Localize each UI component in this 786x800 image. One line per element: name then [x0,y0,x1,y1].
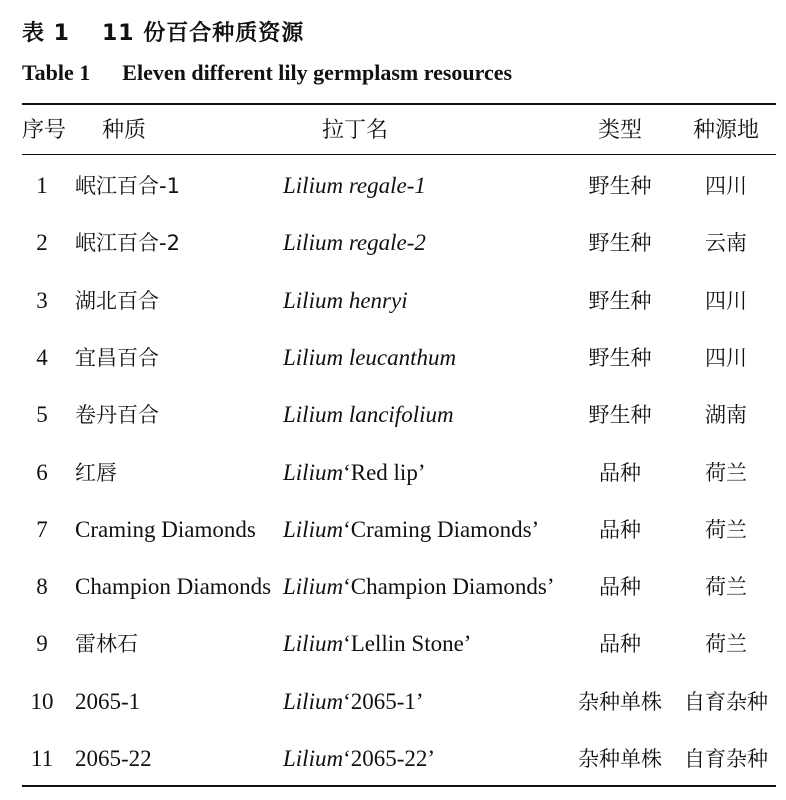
resource-type: 品种 [599,461,641,485]
resource-type: 品种 [599,575,641,599]
resource-type: 品种 [599,632,641,656]
genus-name: Lilium [283,689,344,714]
genus-name: Lilium henryi [283,288,408,313]
germplasm-name: 岷江百合-1 [75,174,180,198]
origin-place: 云南 [705,231,747,255]
germplasm-name: 2065-1 [75,689,141,714]
caption-cn-title: 11 份百合种质资源 [101,21,305,46]
origin-place: 荷兰 [705,575,747,599]
origin-place: 自育杂种 [684,747,768,771]
genus-name: Lilium leucanthum [283,345,457,370]
germplasm-name: 宜昌百合 [75,346,159,370]
header-type: 类型 [597,118,642,143]
origin-place: 自育杂种 [684,690,768,714]
origin-place: 湖南 [705,403,747,427]
row-number: 4 [36,345,48,370]
germplasm-name: 湖北百合 [75,289,159,313]
caption-en-title: Eleven different lily germplasm resources [122,60,513,85]
header-no: 序号 [22,118,67,143]
cultivar-name: ‘Champion Diamonds’ [343,574,555,599]
germplasm-name: 2065-22 [75,746,152,771]
origin-place: 四川 [705,346,747,370]
caption-cn-label: 表 1 [22,21,70,46]
germplasm-name: 雷林石 [75,632,138,656]
genus-name: Lilium [283,746,344,771]
resource-type: 杂种单株 [578,747,662,771]
genus-name: Lilium regale-2 [283,230,426,255]
cultivar-name: ‘2065-22’ [343,746,436,771]
latin-name [283,228,426,258]
table-header-rule [22,154,776,155]
origin-place: 荷兰 [705,461,747,485]
row-number: 1 [36,173,48,198]
latin-name [283,687,424,717]
table-caption-en [22,60,512,86]
cultivar-name: ‘Red lip’ [343,460,426,485]
resource-type: 野生种 [588,403,652,427]
header-origin: 种源地 [692,118,759,143]
germplasm-name: 卷丹百合 [75,403,159,427]
row-number: 7 [36,517,48,542]
row-number: 6 [36,460,48,485]
resource-type: 野生种 [588,174,652,198]
latin-name [283,343,456,373]
cultivar-name: ‘Lellin Stone’ [343,631,472,656]
header-latin: 拉丁名 [322,118,389,143]
table-top-rule [22,103,776,105]
cultivar-name: ‘Craming Diamonds’ [343,517,540,542]
origin-place: 四川 [705,174,747,198]
caption-en-label: Table 1 [22,60,91,85]
genus-name: Lilium [283,631,344,656]
resource-type: 野生种 [588,346,652,370]
table-caption-cn [22,16,304,47]
origin-place: 荷兰 [705,632,747,656]
resource-type: 杂种单株 [578,690,662,714]
germplasm-name: Champion Diamonds [75,574,272,599]
latin-name [283,572,555,602]
row-number: 9 [36,631,48,656]
cultivar-name: ‘2065-1’ [343,689,424,714]
genus-name: Lilium [283,517,344,542]
header-germplasm: 种质 [102,118,147,143]
latin-name [283,171,426,201]
germplasm-name: Craming Diamonds [75,517,256,542]
latin-name [283,400,454,430]
row-number: 5 [36,402,48,427]
germplasm-name: 岷江百合-2 [75,231,180,255]
latin-name [283,744,435,774]
latin-name [283,629,471,659]
table-bottom-rule [22,785,776,787]
row-number: 11 [30,746,54,771]
genus-name: Lilium regale-1 [283,173,426,198]
row-number: 3 [36,288,48,313]
genus-name: Lilium lancifolium [283,402,454,427]
row-number: 10 [30,689,54,714]
germplasm-name: 红唇 [75,461,117,485]
resource-type: 品种 [599,518,641,542]
origin-place: 四川 [705,289,747,313]
genus-name: Lilium [283,574,344,599]
latin-name [283,286,408,316]
latin-name [283,515,539,545]
resource-type: 野生种 [588,289,652,313]
row-number: 8 [36,574,48,599]
latin-name [283,458,425,488]
genus-name: Lilium [283,460,344,485]
row-number: 2 [36,230,48,255]
origin-place: 荷兰 [705,518,747,542]
resource-type: 野生种 [588,231,652,255]
